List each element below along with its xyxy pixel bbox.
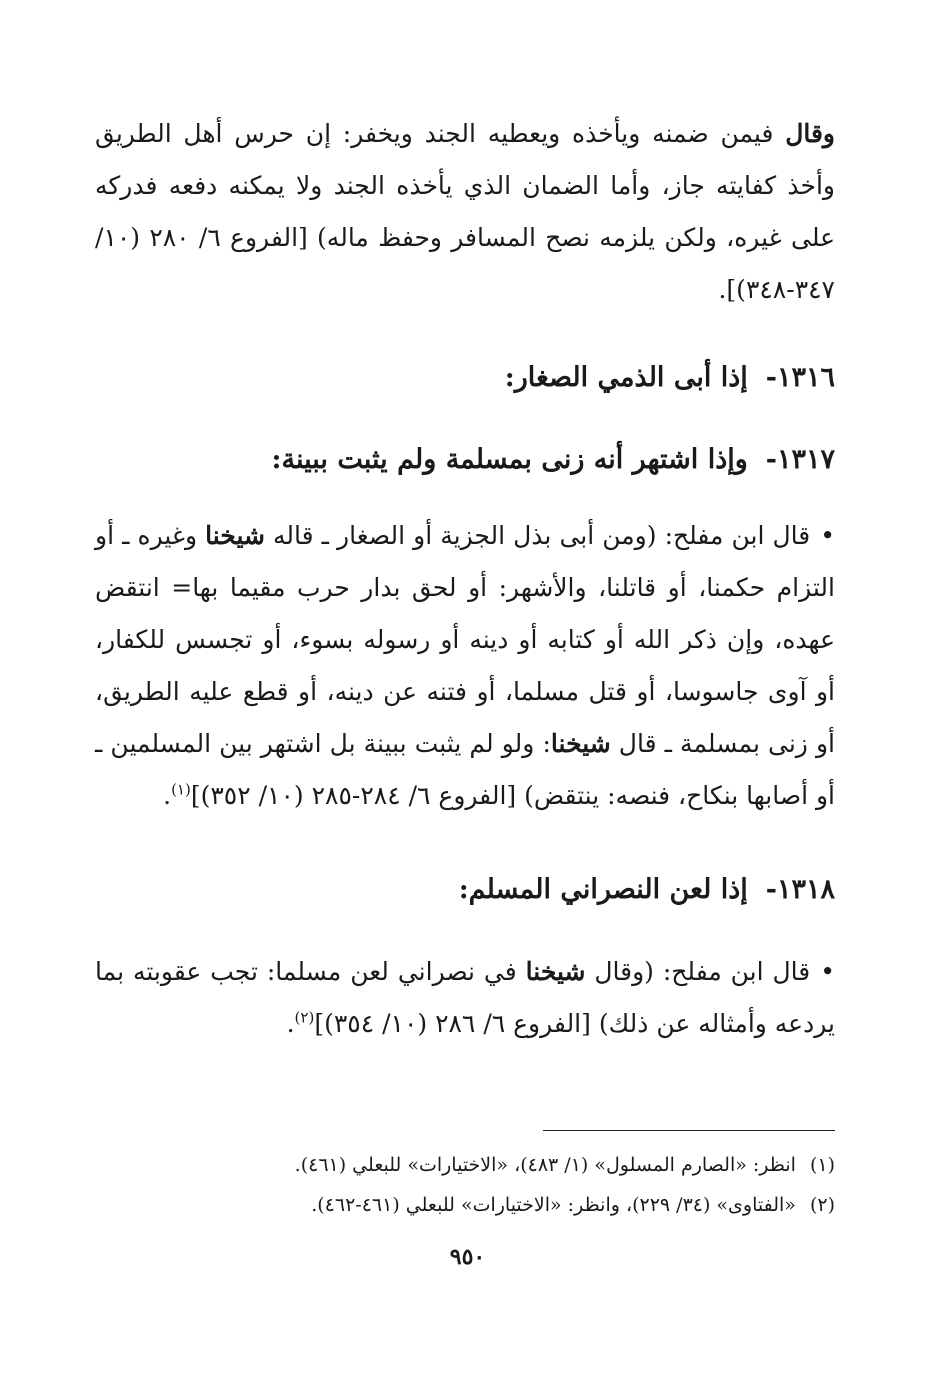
bullet-marker: • <box>820 957 835 986</box>
heading-1317-title: وإذا اشتهر أنه زنى بمسلمة ولم يثبت ببينة: <box>271 444 748 475</box>
heading-1317 <box>95 440 835 480</box>
heading-1318-number: ١٣١٨- <box>765 874 835 905</box>
heading-1318 <box>95 870 835 910</box>
footnote-1 <box>95 1152 835 1178</box>
paragraph-1317-part1: قال ابن مفلح: (ومن أبى بذل الجزية أو الصغار ـ قاله <box>264 521 811 550</box>
paragraph-1317-part2: وغيره ـ أو التزام حكمنا، أو قاتلنا، والأشهر: أو لحق بدار حرب مقيما بها= انتقض عهده، وإن ذكر الله أو كتابه أو دينه أو رسوله بسوء، أو تجسس للكفار، أو آوى جاسوسا، أو قتل مسلما، أو فتنه عن دينه، أو قطع عليه الطريق، أو زنى بمسلمة ـ قال <box>95 521 835 758</box>
paragraph-lead-word: وقال <box>785 119 835 148</box>
shaykh-label: شيخنا <box>525 957 586 986</box>
paragraph-end: . <box>163 781 172 810</box>
footnote-ref: (١) <box>171 780 191 799</box>
bullet-marker: • <box>820 521 835 550</box>
footnote-ref: (٢) <box>294 1008 315 1027</box>
shaykh-label: شيخنا <box>550 729 611 758</box>
heading-1316 <box>95 358 835 398</box>
paragraph-end: . <box>286 1009 295 1038</box>
paragraph-1317-part3: : ولو لم يثبت ببينة بل اشتهر بين المسلمين ـ أو أصابها بنكاح، فنصه: ينتقض) [الفروع ٦/ ٢٨٤-٢٨٥ (١٠/ ٣٥٢)] <box>95 729 835 810</box>
footnote-number: (٢) <box>809 1194 835 1216</box>
paragraph-1318-part2: في نصراني لعن مسلما: تجب عقوبته بما يردعه وأمثاله عن ذلك) [الفروع ٦/ ٢٨٦ (١٠/ ٣٥٤)] <box>95 957 835 1038</box>
heading-1318-title: إذا لعن النصراني المسلم: <box>458 874 748 905</box>
paragraph-top-text: فيمن ضمنه ويأخذه ويعطيه الجند ويخفر: إن حرس أهل الطريق وأخذ كفايته جاز، وأما الضمان الذي يأخذه الجند ولا يمكنه دفعه فدركه على غيره، ولكن يلزمه نصح المسافر وحفظ ماله) [الفروع ٦/ ٢٨٠ (١٠/ ٣٤٧-٣٤٨)]. <box>95 119 836 304</box>
paragraph-1317 <box>95 510 835 822</box>
paragraph-1318-part1: قال ابن مفلح: (وقال <box>585 957 811 986</box>
page-number: ٩٥٠ <box>449 1244 486 1270</box>
paragraph-1318 <box>95 946 835 1050</box>
heading-1317-number: ١٣١٧- <box>765 444 835 475</box>
heading-1316-number: ١٣١٦- <box>765 362 835 393</box>
footnote-number: (١) <box>809 1154 835 1176</box>
shaykh-label: شيخنا <box>205 521 265 550</box>
footnote-divider <box>543 1130 835 1131</box>
footnote-text: «الفتاوى» (٣٤/ ٢٢٩)، وانظر: «الاختيارات» للبعلي (٤٦١-٤٦٢). <box>311 1194 796 1216</box>
footnote-2 <box>95 1192 835 1218</box>
footnote-text: انظر: «الصارم المسلول» (١/ ٤٨٣)، «الاختيارات» للبعلي (٤٦١). <box>294 1154 796 1176</box>
heading-1316-title: إذا أبى الذمي الصغار: <box>504 362 748 393</box>
paragraph-top <box>95 108 835 316</box>
